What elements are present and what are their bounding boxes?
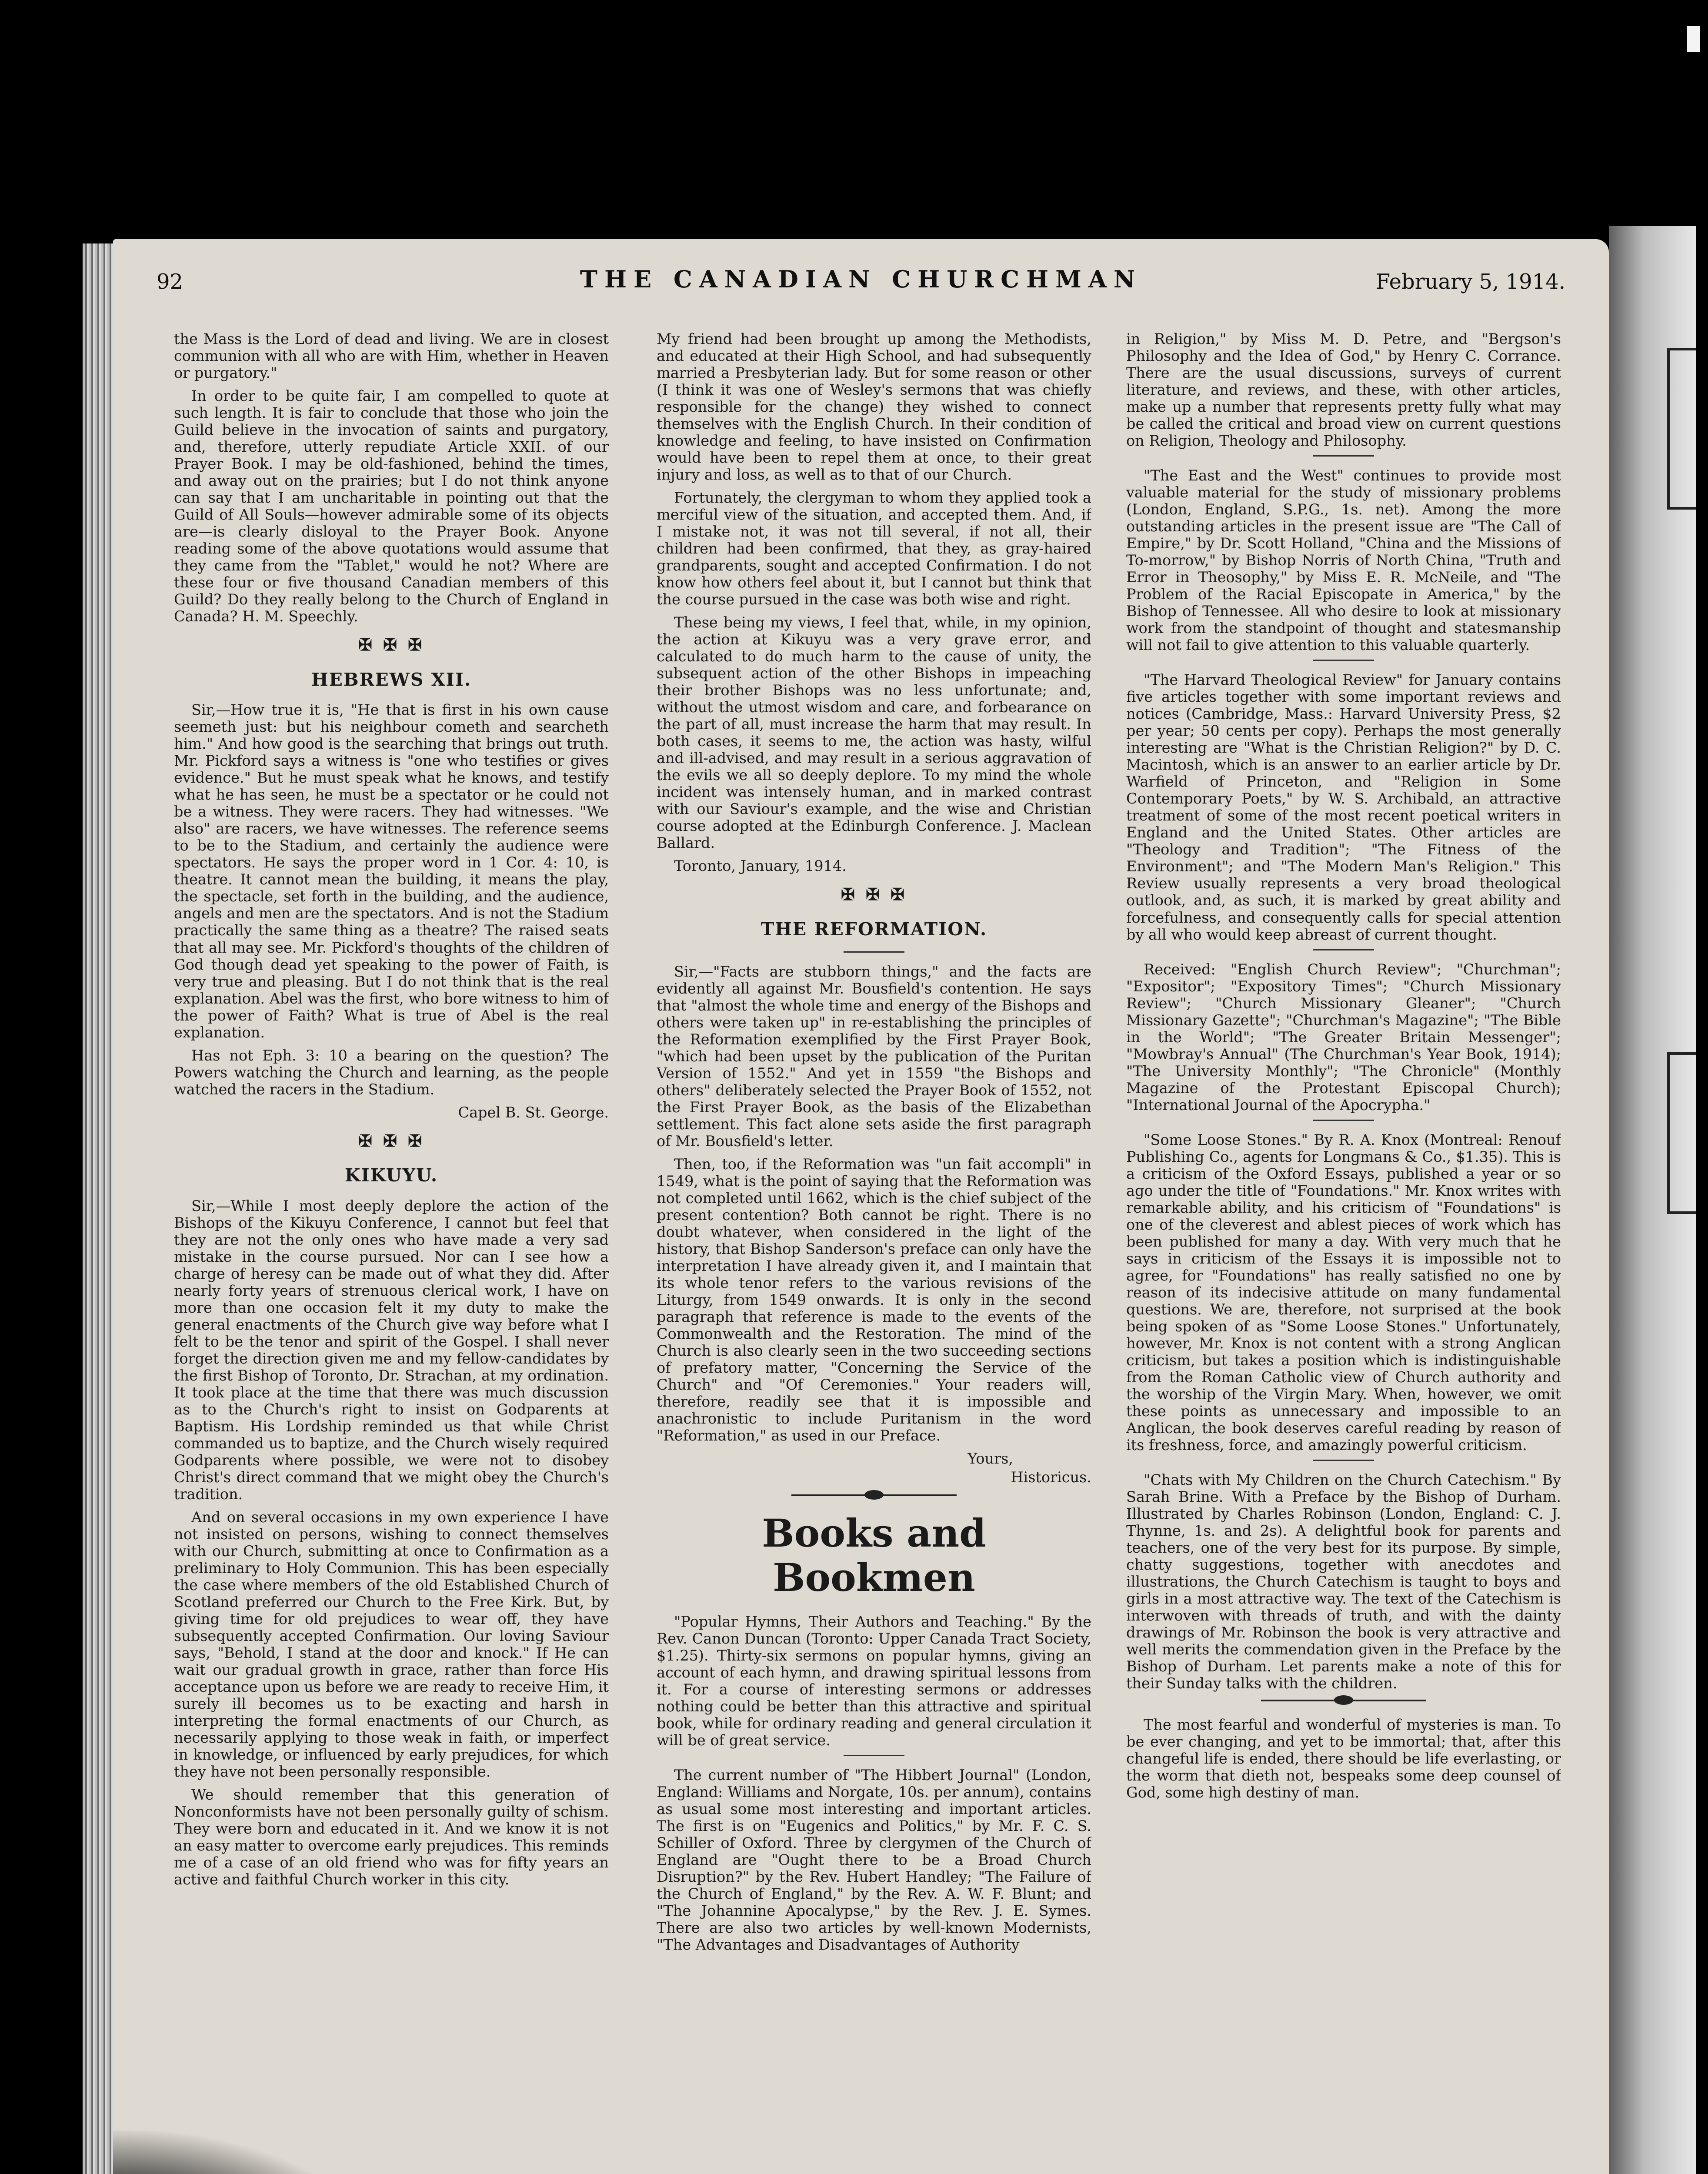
section-divider-crosses: ✠ ✠ ✠ bbox=[841, 884, 907, 904]
heading-books-and-bookmen: Books and Bookmen bbox=[762, 1510, 986, 1600]
section-rule bbox=[1313, 1120, 1374, 1121]
review-paragraph: "The Harvard Theological Review" for January contains five articles together with some important reviews and notices (Cambridge, Mass.: Harvard University Press, $2 per year; 50 cents per copy). Perhaps the most generally interesting are "What is the Christian Religion?" by D. C. Macintosh, which is an answer to an earlier article by Dr. Warfield of Princeton, and "Religion in Some Contemporary Poets," by W. S. Archibald, an attractive treatment of some of the most recent poetical writers in England and the United States. Other articles are "Theology and Tradition"; "The Fitness of the Environment"; and "The Modern Man's Religion." This Review usually represents a very broad theological outlook, and, as such, it is marked by great ability and forcefulness, and consequently calls for special attention by all who would keep abreast of current thought. bbox=[1126, 671, 1561, 943]
letter-signature: Capel B. St. George. bbox=[458, 1104, 609, 1121]
letter-paragraph: And on several occasions in my own experience I have not insisted on persons, wishing to connect themselves with our Church, submitting at once to Confirmation as a preliminary to Holy Communion. This has been especially the case where members of the old Established Church of Scotland preferred our Church to the Free Kirk. But, by giving time for old prejudices to wear off, they have subsequently accepted Confirmation. Our loving Saviour says, "Behold, I stand at the door and knock." If He can wait our gradual growth in grace, rather than force His acceptance upon us before we are ready to receive Him, it surely ill becomes us to be exacting and harsh in interpreting the formal enactments of our Church, as necessarily applying to those weak in faith, or imperfect in knowledge, or influenced by early prejudices, for which they have not been personally responsible. bbox=[174, 1508, 609, 1781]
section-rule bbox=[1313, 455, 1374, 457]
section-divider-crosses: ✠ ✠ ✠ bbox=[358, 1130, 424, 1150]
section-rule bbox=[844, 1755, 904, 1756]
facing-page-edge bbox=[1609, 226, 1696, 2174]
masthead: THE CANADIAN CHURCHMAN bbox=[580, 265, 1142, 293]
section-rule bbox=[1313, 1460, 1374, 1461]
scan-shadow bbox=[113, 2131, 383, 2174]
heading-hebrews: HEBREWS XII. bbox=[311, 669, 472, 690]
section-rule bbox=[1313, 660, 1374, 661]
column-2 bbox=[657, 330, 1091, 2174]
issue-date: February 5, 1914. bbox=[1375, 270, 1565, 294]
review-paragraph: The current number of "The Hibbert Journal" (London, England: Williams and Norgate, 10s. per annum), contains as usual some most interesting and important articles. The first is on "Eugenics and Politics," by Mr. F. C. S. Schiller of Oxford. Three by clergymen of the Church of England are "Ought there to be a Broad Church Disruption?" by the Rev. Hubert Handley; "The Failure of the Church of England," by the Rev. A. W. F. Blunt; and "The Johannine Apocalypse," by the Rev. J. E. Symes. There are also two articles by well-known Modernists, "The Advantages and Disadvantages of Authority bbox=[657, 1767, 1091, 1954]
page-number: 92 bbox=[157, 270, 183, 294]
letter-closing: Yours, bbox=[967, 1450, 1013, 1467]
letter-paragraph: Sir,—"Facts are stubborn things," and the facts are evidently all against Mr. Bousfield's contention. He says that "almost the whole time and energy of the Bishops and others were taken up" in re-establishing the principles of the Reformation exemplified by the First Prayer Book, "which had been upset by the publication of the Puritan Version of 1552." And yet in 1559 "the Bishops and others" deliberately selected the Prayer Book of 1552, not the First Prayer Book, as the basis of the Elizabethan settlement. This fact alone sets aside the first paragraph of Mr. Bousfield's letter. bbox=[657, 963, 1091, 1150]
heading-reformation: THE REFORMATION. bbox=[761, 918, 987, 940]
heading-rule bbox=[844, 951, 904, 953]
review-paragraph: "Popular Hymns, Their Authors and Teaching." By the Rev. Canon Duncan (Toronto: Upper Canada Tract Society, $1.25). Thirty-six sermons on popular hymns, giving an account of each hymn, and drawing spiritual lessons from it. For a course of interesting sermons or addresses nothing could be better than this attractive and spiritual book, while for ordinary reading and general circulation it will be of great service. bbox=[657, 1613, 1091, 1749]
review-paragraph: "The East and the West" continues to provide most valuable material for the study of missionary problems (London, England, S.P.G., 1s. net). Among the more outstanding articles in the present issue are "The Call of Empire," by Dr. Scott Holland, "China and the Missions of To-morrow," by Bishop Norris of North China, "Truth and Error in Theosophy," by Miss E. R. McNeile, and "The Problem of the Racial Episcopate in America," by the Bishop of Tennessee. All who desire to look at missionary work from the standpoint of thought and statesmanship will not fail to give attention to this valuable quarterly. bbox=[1126, 467, 1561, 654]
article-paragraph: the Mass is the Lord of dead and living. We are in closest communion with all who are with Him, whether in Heaven or purgatory." bbox=[174, 330, 609, 382]
review-paragraph: "Chats with My Children on the Church Catechism." By Sarah Brine. With a Preface by the Bishop of Durham. Illustrated by Charles Robinson (London, England: C. J. Thynne, 1s. and 2s). A delightful book for parents and teachers, one of the very best for its purpose. By simple, chatty suggestions, together with anecdotes and illustrations, the Church Catechism is taught to boys and girls in a most attractive way. The text of the Catechism is interwoven with threads of truth, and with the dainty drawings of Mr. Robinson the book is very attractive and well merits the commendation given in the Preface by the Bishop of Durham. Let parents make a note of this for their Sunday talks with the children. bbox=[1126, 1471, 1561, 1692]
section-divider-crosses: ✠ ✠ ✠ bbox=[358, 635, 424, 655]
letter-paragraph: Has not Eph. 3: 10 a bearing on the question? The Powers watching the Church and learning, as the people watched the racers in the Stadium. bbox=[174, 1047, 609, 1098]
letter-paragraph: We should remember that this generation of Nonconformists have not been personally guilty of schism. They were born and educated in it. And we know it is not an easy matter to overcome early prejudices. This reminds me of a case of an old friend who was for fifty years an active and faithful Church worker in this city. bbox=[174, 1786, 609, 1888]
letter-paragraph: Then, too, if the Reformation was "un fait accompli" in 1549, what is the point of saying that the Reformation was not completed until 1662, which is the chief subject of the present contention? Both cannot be right. There is no doubt whatever, when considered in the light of the history, that Bishop Sanderson's preface can only have the interpretation I have already given it, and I maintain that its whole tenor refers to the various revisions of the Liturgy, from 1549 onwards. It is only in the second paragraph that reference is made to the events of the Commonwealth and the Restoration. The mind of the Church is also clearly seen in the two succeeding sections of prefatory matter, "Concerning the Service of the Church" and "Of Ceremonies." Your readers will, therefore, readily see that it is impossible and anachronistic to include Puritanism in the word "Reformation," as used in our Preface. bbox=[657, 1155, 1091, 1444]
letter-signature: Historicus. bbox=[1011, 1468, 1091, 1486]
letter-paragraph: These being my views, I feel that, while, in my opinion, the action at Kikuyu was a very grave error, and calculated to do much harm to the cause of unity, the subsequent action of the other Bishops in impeaching their brother Bishops was no less unfortunate; and, without the utmost wisdom and care, and forbearance on the part of all, must increase the harm that may result. In both cases, it seems to me, the action was hasty, wilful and ill-advised, and may result in a serious aggravation of the evils we all so deeply deplore. To my mind the whole incident was intensely human, and in marked contrast with our Saviour's example, and the wise and Christian course adopted at the Edinburgh Conference. J. Maclean Ballard. bbox=[657, 614, 1091, 852]
letter-paragraph: Sir,—How true it is, "He that is first in his own cause seemeth just: but his neighbour cometh and searcheth him." And how good is the searching that brings out truth. Mr. Pickford says a witness is "one who testifies or gives evidence." But he must speak what he knows, and testify what he has seen, he must be a spectator or he could not be a witness. They were racers. They had witnesses. "We also" are racers, we have witnesses. The reference seems to be to the Stadium, and certainly the audience were spectators. He says the proper word in 1 Cor. 4: 10, is theatre. It cannot mean the building, it means the play, the spectacle, set forth in the building, and the audience, angels and men are the spectators. And is not the Stadium practically the same thing as a theatre? The raised seats that all may see. Mr. Pickford's thoughts of the children of God though dead yet speaking to the power of Faith, is very true and pleasing. But I do not think that is the real explanation. Abel was the first, who bore witness to him of the power of Faith? What is true of Abel is the real explanation. bbox=[174, 701, 609, 1041]
review-paragraph: "Some Loose Stones." By R. A. Knox (Montreal: Renouf Publishing Co., agents for Longmans & Co., $1.35). This is a criticism of the Oxford Essays, published a year or so ago under the title of "Foundations." Mr. Knox writes with remarkable ability, and his criticism of "Foundations" is one of the cleverest and ablest pieces of work which has been published for many a day. With very much that he says in criticism of the Essays it is impossible not to agree, for "Foundations" has really satisfied no one by reason of its indecisive attitude on many fundamental questions. We are, therefore, not surprised at the book being spoken of as "Some Loose Stones." Unfortunately, however, Mr. Knox is not content with a strong Anglican criticism, but takes a position which is indistinguishable from the Roman Catholic view of Church authority and the worship of the Virgin Mary. When, however, we omit these points as unnecessary and impossible to an Anglican, the book deserves careful reading by reason of its freshness, force, and amazingly powerful criticism. bbox=[1126, 1131, 1561, 1454]
page-header bbox=[157, 265, 1565, 309]
facing-page-bracket bbox=[1667, 1052, 1696, 1214]
heading-kikuyu: KIKUYU. bbox=[344, 1164, 438, 1186]
ornamental-rule bbox=[791, 1494, 957, 1500]
column-1 bbox=[174, 330, 609, 2174]
facing-page-bracket bbox=[1667, 348, 1696, 510]
received-list: Received: "English Church Review"; "Churchman"; "Expositor"; "Expository Times"; "Church Missionary Review"; "Church Missionary Gleaner"; "Church Missionary Gazette"; "Churchman's Magazine"; "The Bible in the World"; "The Greater Britain Messenger"; "Mowbray's Annual" (The Churchman's Year Book, 1914); "The University Monthly"; "The Chronicle" (Monthly Magazine of the Protestant Episcopal Church); "International Journal of the Apocrypha." bbox=[1126, 960, 1561, 1114]
letter-paragraph: My friend had been brought up among the Methodists, and educated at their High School, and had subsequently married a Presbyterian lady. But for some reason or other (I think it was one of Wesley's sermons that was chiefly responsible for the change) they wished to connect themselves with the English Church. In their condition of knowledge and feeling, to have insisted on Confirmation would have been to repel them at once, to their great injury and loss, as well as to that of our Church. bbox=[657, 330, 1091, 483]
book-page-edges bbox=[83, 243, 117, 2174]
article-paragraph: In order to be quite fair, I am compelled to quote at such length. It is fair to conclude that those who join the Guild believe in the invocation of saints and purgatory, and, therefore, utterly repudiate Article XXII. of our Prayer Book. I may be old-fashioned, behind the times, and away out on the prairies; but I do not think anyone can say that I am uncharitable in pointing out that the Guild of All Souls—however admirable some of its objects are—is clearly disloyal to the Prayer Book. Anyone reading some of the above quotations would assume that they came from the "Tablet," would he not? Where are these four or five thousand Canadian members of this Guild? Do they really belong to the Church of England in Canada? H. M. Speechly. bbox=[174, 387, 609, 625]
letter-dateline: Toronto, January, 1914. bbox=[674, 857, 847, 875]
column-3 bbox=[1126, 330, 1561, 2174]
film-sprocket bbox=[1687, 26, 1700, 52]
letter-paragraph: Sir,—While I most deeply deplore the action of the Bishops of the Kikuyu Conference, I cannot but feel that they are not the only ones who have made a very sad mistake in the course pursued. Nor can I see how a charge of heresy can be made out of what they did. After nearly forty years of strenuous clerical work, I have on more than one occasion felt it my duty to make the general enactments of the Church give way before what I felt to be the tenor and spirit of the Gospel. I shall never forget the direction given me and my fellow-candidates by the first Bishop of Toronto, Dr. Strachan, at my ordination. It took place at the time that there was much discussion as to the Church's right to insist on Godparents at Baptism. His Lordship reminded us that while Christ commanded us to baptize, and the Church wisely required Godparents where possible, we were not to disobey Christ's direct command that we might obey the Church's tradition. bbox=[174, 1197, 609, 1503]
review-paragraph: in Religion," by Miss M. D. Petre, and "Bergson's Philosophy and the Idea of God," by Henry C. Corrance. There are the usual discussions, surveys of current literature, and reviews, and these, with other articles, make up a number that represents pretty fully what may be called the critical and broad view on current questions on Religion, Theology and Philosophy. bbox=[1126, 330, 1561, 450]
letter-paragraph: Fortunately, the clergyman to whom they applied took a merciful view of the situation, and accepted them. And, if I mistake not, it was not till several, if not all, their children had been confirmed, that they, as gray-haired grandparents, sought and accepted Confirmation. I do not know how others feel about it, but I cannot but think that the course pursued in the case was both wise and right. bbox=[657, 489, 1091, 608]
section-rule bbox=[1313, 949, 1374, 950]
closing-quotation: The most fearful and wonderful of mysteries is man. To be ever changing, and yet to be immortal; that, after this changeful life is ended, there should be life everlasting, or the worm that dieth not, bespeaks some deep counsel of God, some high destiny of man. bbox=[1126, 1716, 1561, 1801]
ornamental-rule bbox=[1261, 1700, 1426, 1706]
